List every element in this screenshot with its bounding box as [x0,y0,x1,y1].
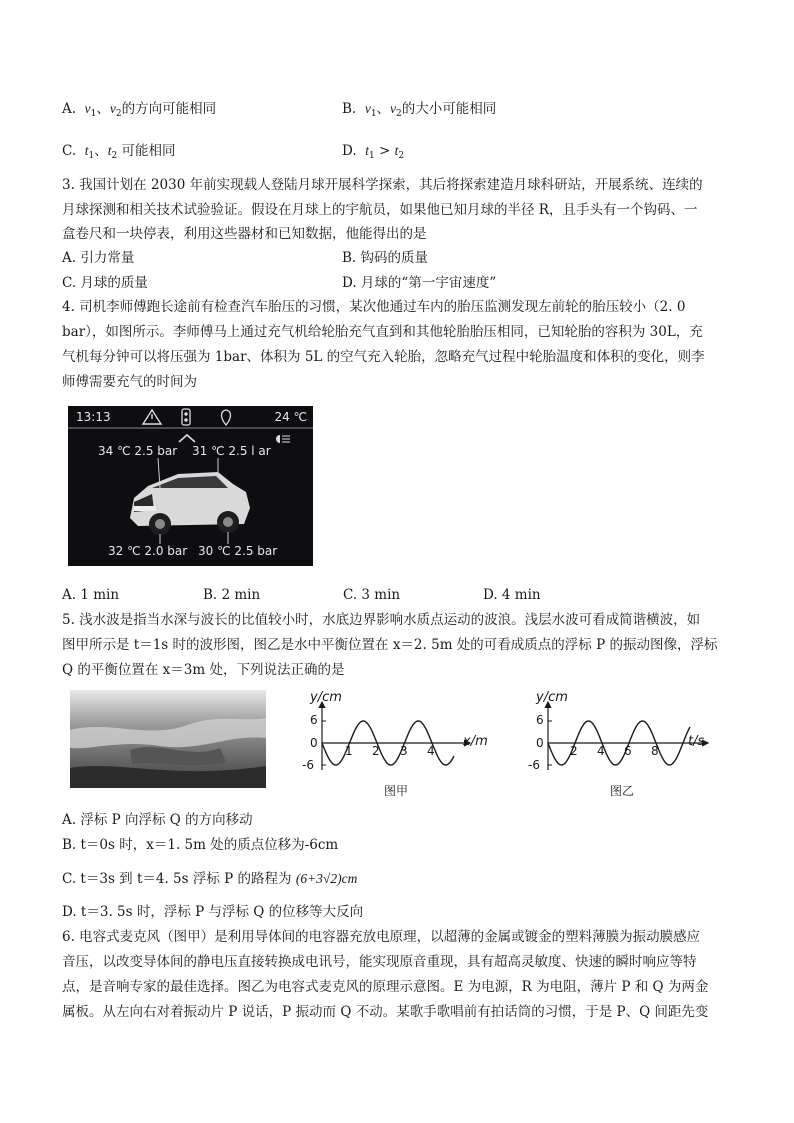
tire-rear-left: 32 ℃ 2.0 bar [108,544,188,558]
yi-caption: 图乙 [610,784,635,798]
q4-option-c: C. 3 min [343,587,401,603]
q3-option-b: B. 钩码的质量 [342,250,429,266]
q5-text-line: Q 的平衡位置在 x＝3m 处，下列说法正确的是 [62,662,345,678]
q3-option-a: A. 引力常量 [62,250,135,266]
yi-x-tick: 8 [651,744,659,758]
yi-y-tick: 0 [536,736,544,750]
jia-y-tick: -6 [302,758,314,772]
shallow-water-wave-photo [70,690,266,788]
q2-option-a: A. $v_1$、$v_2$的方向可能相同 [62,101,217,119]
q3-option-d: D. 月球的“第一宇宙速度” [342,275,497,291]
q4-text-line: 师傅需要充气的时间为 [62,374,197,390]
yi-y-tick: 6 [536,713,544,727]
q3-text-line: 3. 我国计划在 2030 年前实现载人登陆月球开展科学探索，其后将探索建造月球科研站，开展系统、连续的 [62,177,703,193]
q2-option-b: B. $v_1$、$v_2$的大小可能相同 [342,101,497,119]
yi-x-tick: 4 [597,744,605,758]
dashboard-icons [68,406,313,566]
jia-x-tick: 4 [427,744,435,758]
yi-x-tick: 2 [570,744,578,758]
q6-text-line: 点，是音响专家的最佳选择。图乙为电容式麦克风的原理示意图。E 为电源，R 为电阻，薄片 P 和 Q 为两金 [62,979,709,995]
q3-option-c: C. 月球的质量 [62,275,148,291]
q6-text-line: 6. 电容式麦克风（图甲）是利用导体间的电容器充放电原理，以超薄的金属或镀金的塑料薄膜为振动膜感应 [62,929,701,945]
tire-pressure-dashboard [68,406,313,566]
q3-text-line: 盒卷尺和一块停表，利用这些器材和已知数据，他能得出的是 [62,226,427,242]
q4-option-b: B. 2 min [203,587,261,603]
q4-text-line: 气机每分钟可以将压强为 1bar、体积为 5L 的空气充入轮胎，忽略充气过程中轮胎温度和体积的变化，则李 [62,349,705,365]
jia-y-axis-label: y/cm [310,690,342,705]
suv-car-image [130,472,250,535]
q5-option-c: C. t＝3s 到 t＝4. 5s 浮标 P 的路程为 (6+3√2)cm [62,871,358,887]
jia-caption: 图甲 [384,784,409,798]
jia-x-tick: 3 [400,744,408,758]
q2-option-c: C. $t_1$、$t_2$ 可能相同 [62,143,176,161]
q5-option-b: B. t＝0s 时，x＝1. 5m 处的质点位移为-6cm [62,837,339,853]
yi-x-tick: 6 [624,744,632,758]
q5-option-d: D. t＝3. 5s 时，浮标 P 与浮标 Q 的位移等大反向 [62,904,364,920]
jia-x-tick: 2 [372,744,380,758]
chevron-up-icon [179,435,195,442]
dashboard-temperature: 24 ℃ [274,410,307,424]
q3-text-line: 月球探测和相关技术试验验证。假设在月球上的宇航员，如果他已知月球的半径 R，且手头有一个钩码、一 [62,202,698,218]
q5-text-line: 5. 浅水波是指当水深与波长的比值较小时，水底边界影响水质点运动的波浪。浅层水波可看成简谐横波，如 [62,612,701,628]
q4-option-a: A. 1 min [62,587,120,603]
jia-x-axis-label: x/m [463,734,488,749]
q4-option-d: D. 4 min [483,587,541,603]
jia-x-tick: 1 [345,744,353,758]
q4-text-line: 4. 司机李师傅跑长途前有检查汽车胎压的习惯，某次他通过车内的胎压监测发现左前轮的胎压较小（2. 0 [62,299,686,315]
yi-x-axis-label: t/s [688,734,705,749]
jia-y-tick: 0 [310,736,318,750]
tire-front-right: 31 ℃ 2.5 l ar [192,444,271,458]
traffic-light-icon [182,409,190,425]
headlight-icon [276,435,280,443]
q5-option-a: A. 浮标 P 向浮标 Q 的方向移动 [62,812,253,828]
yi-y-tick: -6 [528,758,540,772]
q2-option-d: D. $t_1 > t_2$ [342,143,405,161]
q6-text-line: 音压，以改变导体间的静电压直接转换成电讯号，能实现原音重现，具有超高灵敏度、快速的瞬时响应等特 [62,954,697,970]
tire-rear-right: 30 ℃ 2.5 bar [198,544,278,558]
location-pin-icon [222,410,231,425]
q5-text-line: 图甲所示是 t＝1s 时的波形图，图乙是水中平衡位置在 x＝2. 5m 处的可看成质点的浮标 P 的振动图像，浮标 [62,637,718,653]
q6-text-line: 属板。从左向右对着振动片 P 说话，P 振动而 Q 不动。某歌手歌唱前有拍话筒的习惯，于是 P、Q 间距先变 [62,1004,709,1020]
tire-front-left: 34 ℃ 2.5 bar [98,444,178,458]
yi-y-axis-label: y/cm [536,690,568,705]
q4-text-line: bar），如图所示。李师傅马上通过充气机给轮胎充气直到和其他轮胎胎压相同，已知轮胎的容积为 30L，充 [62,324,703,340]
dashboard-time: 13:13 [76,410,111,424]
jia-y-tick: 6 [310,713,318,727]
